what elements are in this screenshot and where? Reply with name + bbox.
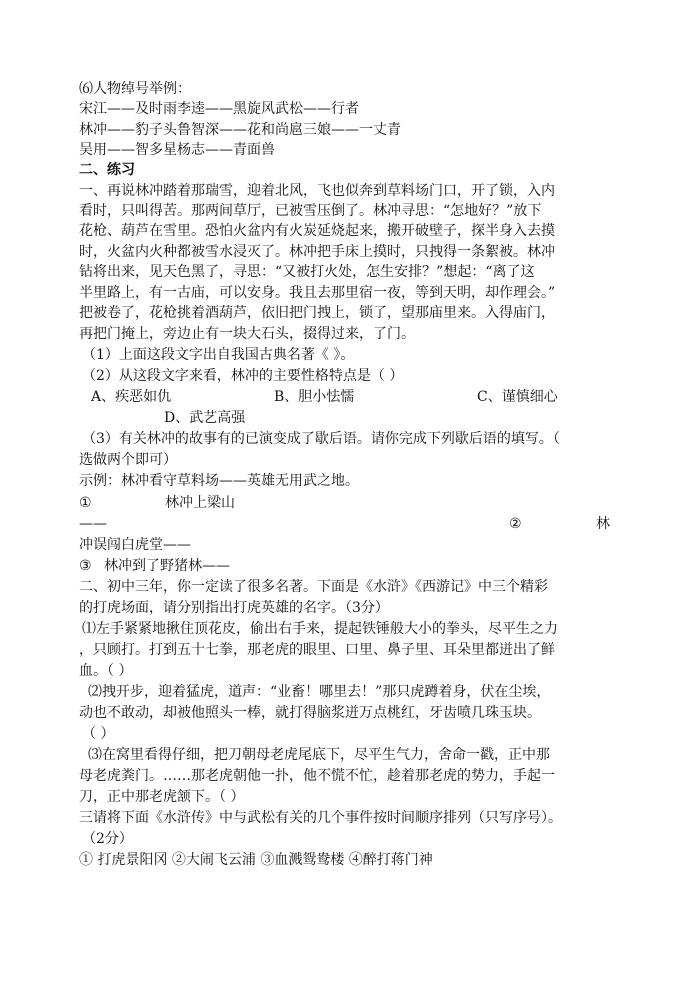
scene-1-line: 血。（ ）: [79, 663, 133, 679]
passage-line: 再把门掩上，旁边止有一块大石头，掇得过来，了门。: [79, 326, 415, 342]
scene-3-line: ⑶在窝里看得仔细，把刀朝母老虎尾底下，尽平生气力，舍命一戳，正中那: [88, 747, 550, 763]
nickname-line-2: 林冲——豹子头鲁智深——花和尚扈三娘——一丈青: [79, 122, 401, 138]
nickname-line-3: 吴用——智多星杨志——青面兽: [79, 142, 275, 158]
section6-title: ⑹人物绰号举例：: [79, 81, 191, 97]
scene-1-line: ⑴左手紧紧地揪住顶花皮，偷出右手来，提起铁锤般大小的拳头，尽平生之力: [82, 621, 558, 637]
passage-line: 时，火盆内火种都被雪水浸灭了。林冲把手床上摸时，只拽得一条絮被。林冲: [79, 244, 555, 260]
scene-3-line: 刀，正中那老虎颔下。（ ）: [79, 789, 245, 805]
item-1-text: 林冲上梁山: [165, 495, 235, 511]
scene-1-line: ，只顾打。打到五十七拳，那老虎的眼里、口里、鼻子里、耳朵里都迸出了鲜: [79, 642, 555, 658]
part2-line-1: 二、初中三年，你一定读了很多名著。下面是《水浒》《西游记》中三个精彩: [79, 579, 548, 595]
passage-line: 看时，只叫得苦。那两间草厅，已被雪压倒了。林冲寻思：“怎地好？”放下: [79, 203, 542, 219]
passage-line: 钻将出来，见天色黑了，寻思：“又被打火处，怎生安排？”想起：“离了这: [79, 264, 535, 280]
scene-2-line: ⑵拽开步，迎着猛虎，道声：“业畜！哪里去！”那只虎蹲着身，伏在尘埃，: [88, 684, 551, 700]
part3-line-2: （2分）: [82, 831, 133, 847]
practice-heading: 二、练习: [79, 162, 135, 178]
option-b: B、胆小怯懦: [274, 389, 355, 405]
scene-2-line: 动也不敢动，却被他照头一棒，就打得脑浆迸万点桃红，牙齿喷几珠玉块。: [79, 705, 541, 721]
option-a: A、疾恶如仇: [91, 389, 172, 405]
item-2-text: 冲误闯白虎堂——: [79, 537, 191, 553]
question-2: （2）从这段文字来看，林冲的主要性格特点是（ ）: [82, 368, 404, 384]
nickname-line-1: 宋江——及时雨李逵——黑旋风武松——行者: [79, 101, 359, 117]
item-1-marker: ①: [79, 495, 92, 511]
part2-line-2: 的打虎场面，请分别指出打虎英雄的名字。（3分）: [79, 600, 389, 616]
question-3: （3）有关林冲的故事有的已演变成了歇后语。请你完成下列歇后语的填写。（: [82, 431, 560, 447]
item-1-dash: ——: [79, 516, 107, 532]
item-3-text: 林冲到了野猪林——: [104, 558, 230, 574]
scene-3-line: 母老虎粪门。……那老虎朝他一扑，他不慌不忙，趁着那老虎的势力，手起一: [79, 768, 555, 784]
part3-events: ① 打虎景阳冈 ②大闹飞云浦 ③血溅鸳鸯楼 ④醉打蒋门神: [79, 852, 433, 868]
question-1: （1）上面这段文字出自我国古典名著《 》。: [82, 347, 355, 363]
item-2-marker: ②: [509, 516, 522, 532]
item-2-text-start: 林: [596, 516, 610, 532]
passage-line: 半里路上，有一古庙，可以安身。我且去那里宿一夜，等到天明，却作理会。”: [79, 285, 556, 301]
part3-line-1: 三请将下面《水浒传》中与武松有关的几个事件按时间顺序排列（只写序号）。: [79, 810, 562, 826]
option-c: C、谨慎细心: [477, 389, 558, 405]
option-d: D、武艺高强: [164, 410, 246, 426]
example-line: 示例：林冲看守草料场——英雄无用武之地。: [79, 473, 359, 489]
item-3-marker: ③: [79, 558, 92, 574]
passage-line: 把被卷了，花枪挑着酒葫芦，依旧把门拽上，锁了，望那庙里来。入得庙门，: [79, 305, 555, 321]
passage-line: 一、再说林冲踏着那瑞雪，迎着北风，飞也似奔到草料场门口，开了锁，入内: [79, 183, 555, 199]
question-3-cont: 选做两个即可）: [79, 452, 177, 468]
scene-2-line: （ ）: [82, 726, 115, 742]
passage-line: 花枪、葫芦在雪里。恐怕火盆内有火炭延烧起来，搬开破壁子，探半身入去摸: [79, 223, 555, 239]
